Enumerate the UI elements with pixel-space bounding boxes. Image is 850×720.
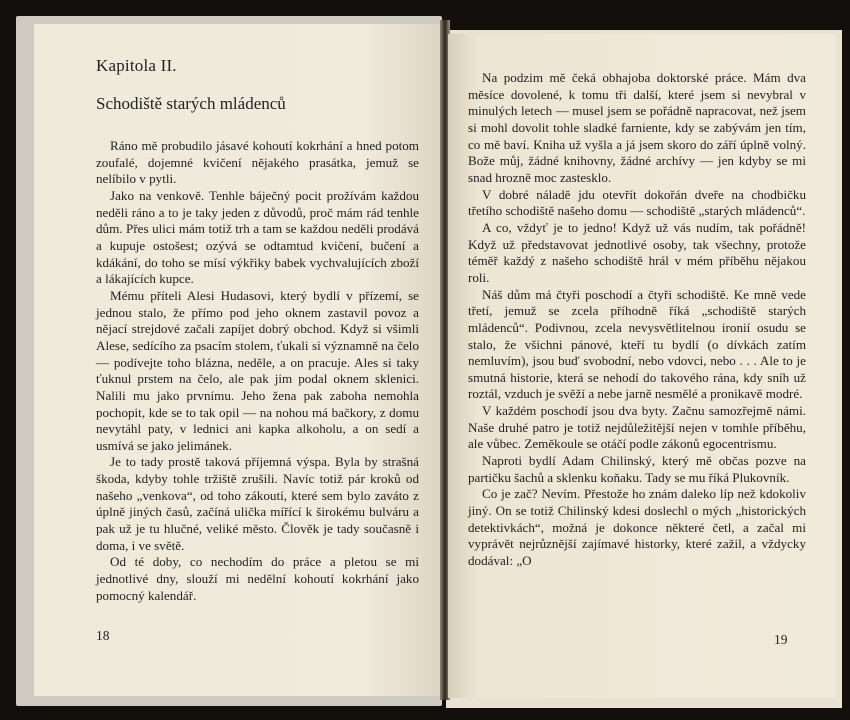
- right-page: [448, 34, 836, 698]
- open-book: [12, 6, 844, 712]
- page-number-left: 18: [96, 628, 110, 643]
- paragraph: Je to tady prostě taková příjemná výspa. Byla by strašná škoda, kdyby tohle tržiště zrušili. Navíc totiž pár kroků od našeho „venkova“, od toho zákoutí, které sem bylo zaváto z úplně jiných časů, začíná ulička mířící k širokému bulváru a pak už je tu hlučné, veliké město. Člověk je tady současně i doma, i ve světě.: [96, 454, 419, 553]
- paragraph: A co, vždyť je to jedno! Když už vás nudím, tak pořádně! Když už představovat jednotlivé osoby, tak všechny, protože téměř každý z našeho schodiště hrál v mém příběhu nějakou roli.: [468, 219, 806, 285]
- chapter-title: Schodiště starých mládenců: [96, 94, 286, 113]
- paragraph: Naproti bydlí Adam Chilinský, který mě občas pozve na partičku šachů a sklenku koňaku. Tady se mu říká Plukovník.: [468, 453, 806, 485]
- paragraph: Ráno mě probudilo jásavé kohoutí kokrhání a hned potom zoufalé, dojemné kvičení nějakého prasátka, jemuž se nelíbilo v pytli.: [96, 138, 419, 187]
- paragraph: Co je zač? Nevím. Přestože ho znám daleko líp než kdokoliv jiný. On se totiž Chilinský kdesi doslechl o mých „historických detektivkách“, možná je dokonce některé četl, a začal mi vyprávět nejrůznější zajímavé historky, které zažil, a vždycky dodával: „O: [468, 486, 806, 569]
- paragraph: V každém poschodí jsou dva byty. Začnu samozřejmě námi. Naše druhé patro je totiž nejdůležitější nejen v tomhle příběhu, ale vůbec. Zeměkoule se otáčí podle zákonů egocentrismu.: [468, 403, 806, 452]
- left-page-body: [96, 138, 419, 604]
- left-page: [34, 24, 444, 696]
- page-number-right: 19: [774, 632, 788, 647]
- chapter-heading: Kapitola II.: [96, 56, 177, 75]
- right-page-body: [468, 70, 806, 570]
- paragraph: Na podzim mě čeká obhajoba doktorské práce. Mám dva měsíce dovolené, k tomu tři další, které jsem si nevybral v minulých letech — musel jsem se pořádně napracovat, než jsem si mohl dovolit tohle sladké farniente, kdy se zabývám jen tím, co mě baví. Kniha už vyšla a já jsem skoro do září úplně volný. Bože můj, žádné knihovny, žádné archívy — jen kdyby se mi snad hrozně moc zastesklo.: [468, 70, 806, 185]
- paragraph: Jako na venkově. Tenhle báječný pocit prožívám každou neděli ráno a to je taky jeden z důvodů, proč mám rád tenhle dům. Přes ulici mám totiž trh a tam se každou neděli prodává a kupuje ostošest; ozývá se odtamtud kvičení, bučení a kdákání, do toho se mísí výkřiky babek vychvalujících zboží a lákajících kupce.: [96, 187, 419, 287]
- paragraph: V dobré náladě jdu otevřít dokořán dveře na chodbičku třetího schodiště našeho domu — schodiště „starých mládenců“.: [468, 186, 806, 219]
- paragraph: Náš dům má čtyři poschodí a čtyři schodiště. Ke mně vede třetí, jemuž se zcela příhodně říká „schodiště starých mládenců“. Podivnou, zcela nevysvětlitelnou ironií osudu se stalo, že všichni pánové, kteří tu bydlí (o dívkách zatím nemluvím), jsou buď svobodní, nebo vdovci, nebo . . . Ale to je smutná historie, která se nehodí do takového rána, kdy sníh už roztál, vzduch je svěží a nebe jarně nesmělé a pronikavě modré.: [468, 286, 806, 402]
- paragraph: Od té doby, co nechodím do práce a pletou se mi jednotlivé dny, slouží mi nedělní kohoutí kokrhání jako pomocný kalendář.: [96, 554, 419, 603]
- paragraph: Mému příteli Alesi Hudasovi, který bydlí v přízemí, se jednou stalo, že přímo pod jeho oknem zastavil povoz a nějací strejdové začali zapíjet dobrý obchod. Když si všimli Alese, sedícího za psacím stolem, ťukali si významně na čelo — podívejte toho blázna, neděle, a on pracuje. Ales si taky ťuknul prstem na čelo, ale pak jim podal oknem sklenici. Nalili mu jako prvnímu. Jeho žena pak zaboha nemohla pochopit, kde se to tak opil — na nohou má bačkory, z domu nevytáhl paty, v lednici ani kapka alkoholu, a on sedí a usmívá se jako jelimánek.: [96, 287, 419, 453]
